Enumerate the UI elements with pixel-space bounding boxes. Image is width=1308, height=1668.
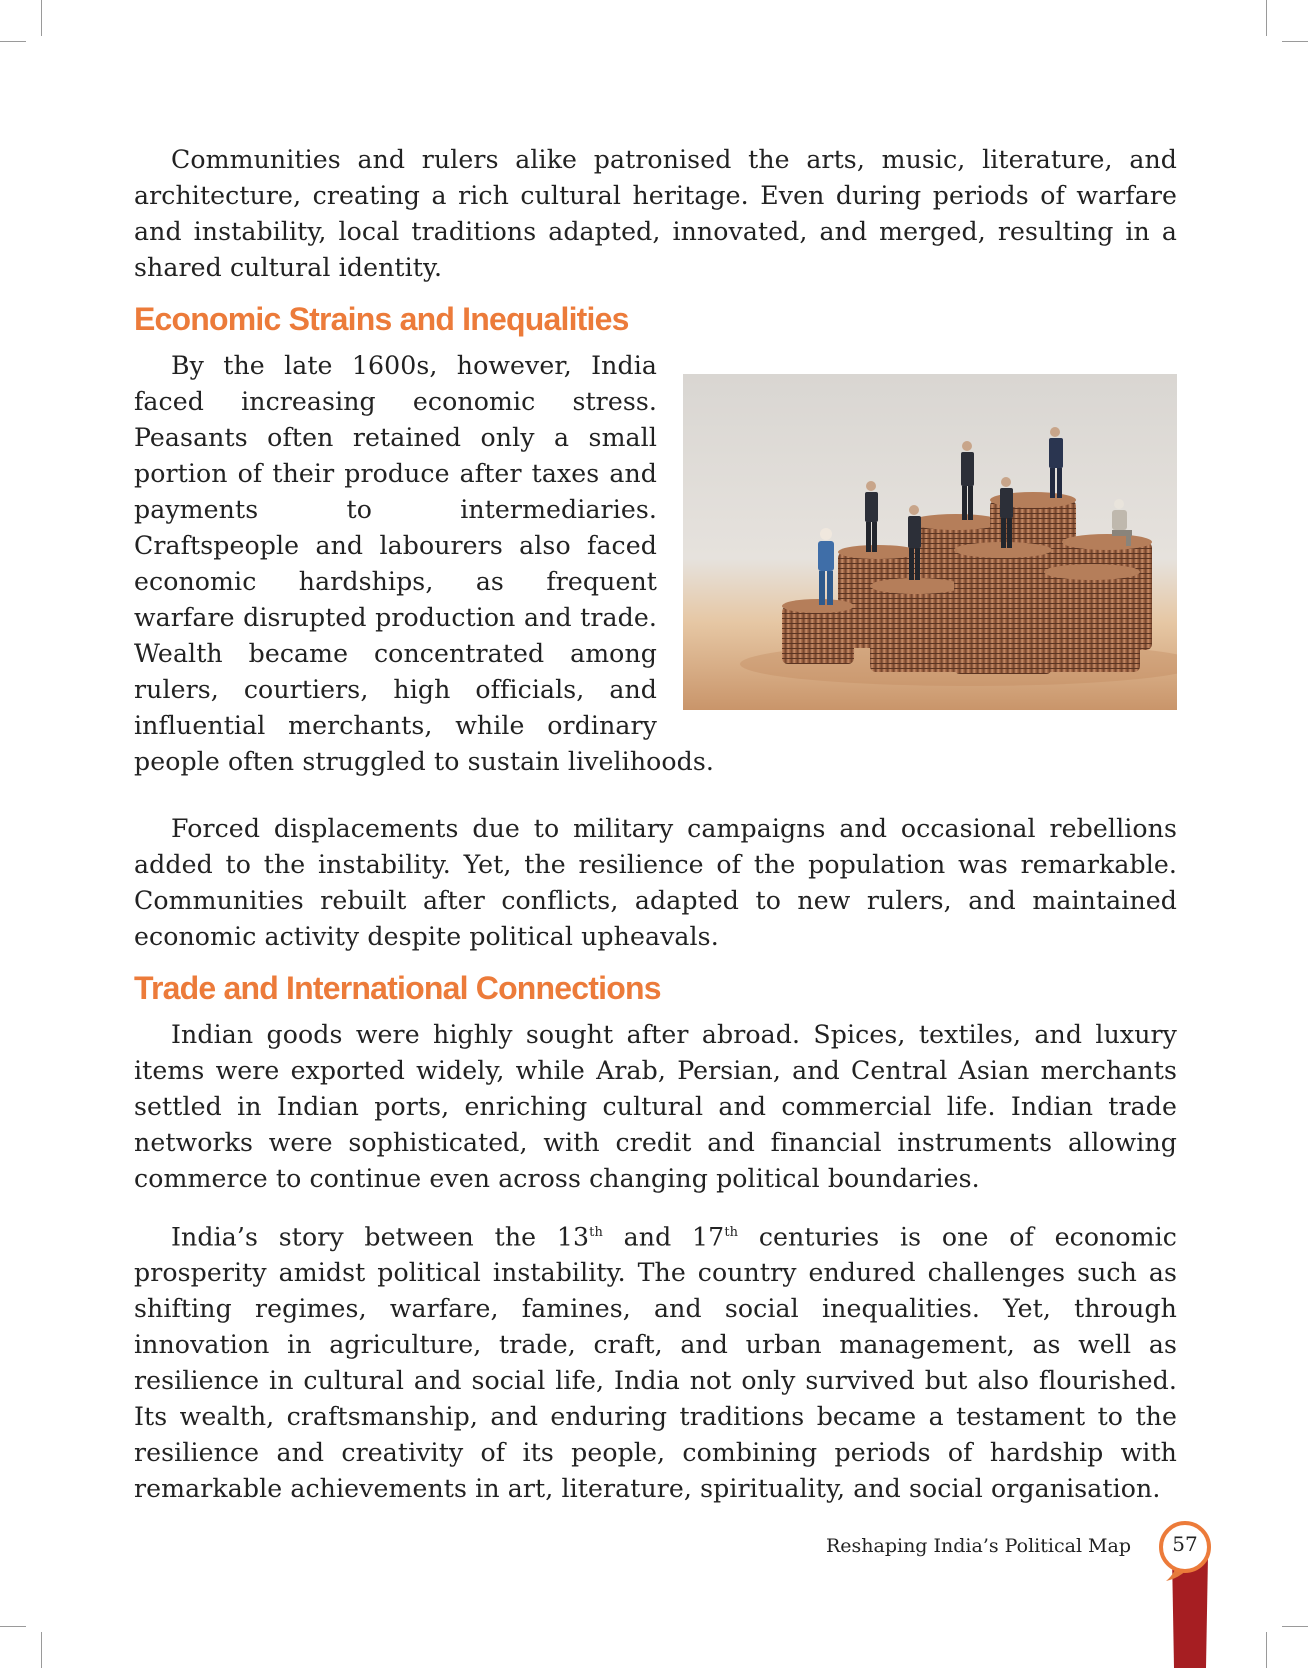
economic-strains-paragraph xyxy=(134,348,1177,780)
crop-mark xyxy=(1266,1632,1267,1668)
crop-mark xyxy=(0,41,26,42)
businessman-figure xyxy=(865,481,878,552)
heading-economic-strains: Economic Strains and Inequalities xyxy=(134,301,629,337)
page-number: 57 xyxy=(1172,1532,1198,1556)
intro-paragraph: Communities and rulers alike patronised the arts, music, literature, and architecture, creating a rich cultural heritage. Even during periods of warfare and instability, local traditions adapted, innovated, and merged, resulting in a shared cultural identity. xyxy=(134,145,1177,282)
businessman-figure xyxy=(961,441,974,520)
coin-stacks-photo xyxy=(683,374,1177,710)
coin-stacks-illustration xyxy=(720,374,1177,710)
crop-mark xyxy=(41,0,42,36)
businessman-figure xyxy=(1049,427,1063,498)
conclusion-text-start: India’s story between the 13 xyxy=(171,1222,590,1252)
crop-mark xyxy=(1266,0,1267,36)
crop-mark xyxy=(41,1632,42,1668)
crop-mark xyxy=(0,1626,26,1627)
crop-mark xyxy=(1282,41,1308,42)
economic-strains-text: By the late 1600s, however, India faced increasing economic stress. Peasants often retained only a small portion of their produce after taxes and payments to intermediaries. Craftspeople and labourers also faced economic hardships, as frequent warfare disrupted production and trade. Wealth became concentrated among rulers, courtiers, high officials, and influential merchants, while ordinary people often struggled to sustain livelihoods. xyxy=(134,351,715,776)
crop-mark xyxy=(1282,1626,1308,1627)
conclusion-paragraph xyxy=(134,1215,1177,1507)
conclusion-text-end: centuries is one of economic prosperity amidst political instability. The country endured challenges such as shifting regimes, warfare, famines, and social inequalities. Yet, through innovation in agriculture, trade, craft, and urban management, as well as resilience in cultural and social life, India not only survived but also flourished. Its wealth, craftsmanship, and enduring traditions became a testament to the resilience and creativity of its people, combining periods of hardship with remarkable achievements in art, literature, spirituality, and social organisation. xyxy=(134,1222,1178,1504)
heading-trade: Trade and International Connections xyxy=(134,970,661,1006)
superscript-th: th xyxy=(589,1225,603,1240)
worker-figure xyxy=(818,528,834,605)
trade-paragraph: Indian goods were highly sought after abroad. Spices, textiles, and luxury items were exported widely, while Arab, Persian, and Central Asian merchants settled in Indian ports, enriching cultural and commercial life. Indian trade networks were sophisticated, with credit and financial instruments allowing commerce to continue even across changing political boundaries. xyxy=(134,1020,1177,1193)
page-content xyxy=(134,142,1177,1507)
chapter-title: Reshaping India’s Political Map xyxy=(825,1535,1131,1557)
conclusion-text-mid: and 17 xyxy=(602,1222,725,1252)
displacements-paragraph: Forced displacements due to military campaigns and occasional rebellions added to the instability. Yet, the resilience of the population was remarkable. Communities rebuilt after conflicts, adapted to new rulers, and maintained economic activity despite political upheavals. xyxy=(134,814,1177,951)
superscript-th: th xyxy=(724,1225,739,1240)
